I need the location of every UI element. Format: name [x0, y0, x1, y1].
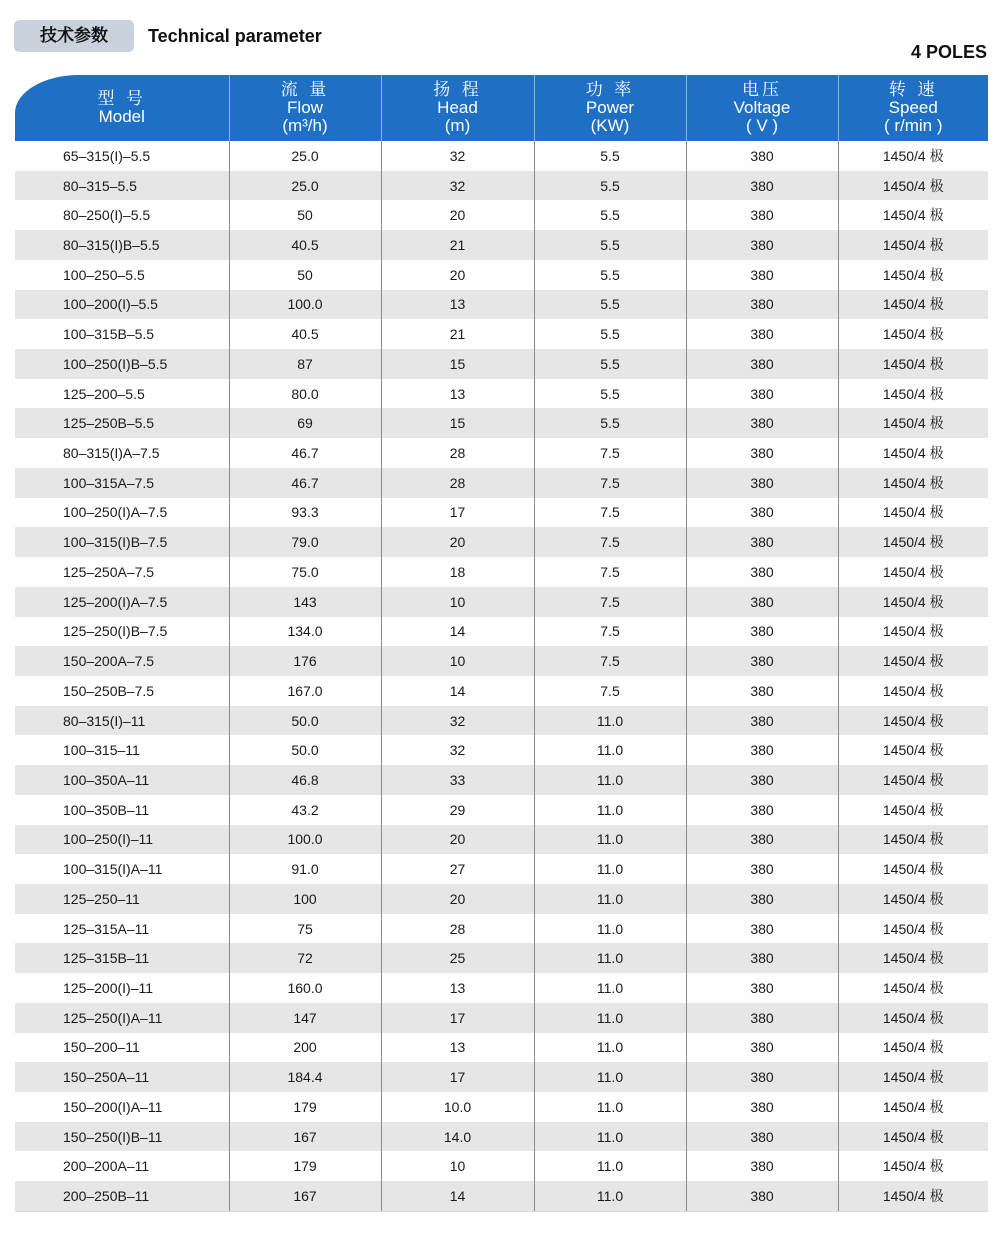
cell-speed: 1450/4 极: [882, 326, 944, 343]
cell-voltage: 380: [686, 587, 838, 617]
cell-speed: 1450/4 极: [882, 623, 944, 640]
cell-speed: 1450/4 极: [882, 445, 944, 462]
table-row: [15, 200, 988, 230]
cell-model: 80–315(I)–11: [15, 706, 229, 736]
cell-speed: 1450/4 极: [838, 527, 988, 557]
cell-speed: 1450/4 极: [882, 504, 944, 521]
cell-power: 5.5: [534, 379, 686, 409]
cell-speed: 1450/4 极: [882, 207, 944, 224]
cell-power: 5.5: [534, 200, 686, 230]
table-row: [15, 706, 988, 736]
title-badge-cn: 技术参数: [14, 20, 134, 52]
cell-model: 125–250(I)B–7.5: [15, 617, 229, 647]
cell-flow: 143: [229, 587, 381, 617]
cell-speed: 1450/4 极: [882, 1158, 944, 1175]
table-row: [15, 617, 988, 647]
cell-head: 20: [381, 260, 534, 290]
cell-speed: 1450/4 极: [838, 171, 988, 201]
cell-power: 11.0: [534, 1092, 686, 1122]
cell-model: 65–315(I)–5.5: [15, 141, 229, 171]
table-row: [15, 1181, 988, 1211]
cell-model: 80–315–5.5: [15, 171, 229, 201]
cell-model: 150–200–11: [15, 1033, 229, 1063]
header-speed: [838, 75, 988, 141]
cell-voltage: 380: [686, 795, 838, 825]
cell-flow: 40.5: [229, 319, 381, 349]
cell-voltage: 380: [686, 200, 838, 230]
cell-voltage: 380: [686, 1003, 838, 1033]
cell-model: 100–350B–11: [15, 795, 229, 825]
cell-speed: 1450/4 极: [838, 884, 988, 914]
table-row: [15, 527, 988, 557]
cell-speed: 1450/4 极: [838, 825, 988, 855]
cell-voltage: 380: [686, 527, 838, 557]
cell-head: 20: [381, 527, 534, 557]
cell-model: 80–315(I)B–5.5: [15, 230, 229, 260]
header-speed-en: Speed: [888, 98, 938, 117]
header-power-cn: 功 率: [585, 80, 635, 100]
header-head-unit: (m): [444, 116, 471, 135]
cell-model: 100–315B–5.5: [15, 319, 229, 349]
cell-head: 10: [381, 646, 534, 676]
cell-model: 125–250–11: [15, 884, 229, 914]
cell-speed: 1450/4 极: [838, 468, 988, 498]
header-speed-cn: 转 速: [889, 80, 938, 100]
poles-label: 4 POLES: [910, 42, 987, 62]
cell-model: 100–315–11: [15, 735, 229, 765]
table-row: [15, 646, 988, 676]
cell-speed: 1450/4 极: [882, 742, 944, 759]
cell-flow: 200: [229, 1033, 381, 1063]
cell-head: 15: [381, 408, 534, 438]
cell-flow: 72: [229, 943, 381, 973]
cell-power: 5.5: [534, 260, 686, 290]
cell-head: 32: [381, 706, 534, 736]
cell-speed: 1450/4 极: [838, 1181, 988, 1211]
cell-power: 11.0: [534, 914, 686, 944]
cell-head: 14: [381, 1181, 534, 1211]
cell-power: 11.0: [534, 765, 686, 795]
cell-power: 11.0: [534, 1062, 686, 1092]
cell-speed: 1450/4 极: [838, 408, 988, 438]
cell-power: 11.0: [534, 795, 686, 825]
cell-head: 13: [381, 379, 534, 409]
cell-flow: 93.3: [229, 498, 381, 528]
cell-flow: 91.0: [229, 854, 381, 884]
cell-model: 100–250(I)A–7.5: [15, 498, 229, 528]
cell-head: 32: [381, 735, 534, 765]
cell-voltage: 380: [686, 1033, 838, 1063]
cell-speed: 1450/4 极: [838, 230, 988, 260]
table-row: [15, 676, 988, 706]
cell-speed: 1450/4 极: [838, 646, 988, 676]
cell-power: 11.0: [534, 1033, 686, 1063]
header-voltage: [686, 75, 838, 141]
cell-model: 80–250(I)–5.5: [15, 200, 229, 230]
cell-speed: 1450/4 极: [882, 1039, 944, 1056]
cell-flow: 147: [229, 1003, 381, 1033]
cell-speed: 1450/4 极: [838, 1062, 988, 1092]
cell-flow: 79.0: [229, 527, 381, 557]
cell-power: 7.5: [534, 527, 686, 557]
cell-voltage: 380: [686, 1151, 838, 1181]
cell-head: 33: [381, 765, 534, 795]
cell-voltage: 380: [686, 498, 838, 528]
cell-flow: 100: [229, 884, 381, 914]
table-row: [15, 1062, 988, 1092]
cell-head: 27: [381, 854, 534, 884]
cell-model: 100–350A–11: [15, 765, 229, 795]
cell-power: 11.0: [534, 1181, 686, 1211]
cell-head: 17: [381, 1003, 534, 1033]
cell-model: 100–315A–7.5: [15, 468, 229, 498]
table-row: [15, 973, 988, 1003]
cell-speed: 1450/4 极: [882, 1098, 944, 1115]
cell-flow: 184.4: [229, 1062, 381, 1092]
cell-model: 125–200(I)–11: [15, 973, 229, 1003]
cell-power: 5.5: [534, 141, 686, 171]
cell-power: 11.0: [534, 973, 686, 1003]
cell-speed: 1450/4 极: [882, 563, 944, 580]
cell-voltage: 380: [686, 943, 838, 973]
cell-voltage: 380: [686, 260, 838, 290]
cell-flow: 87: [229, 349, 381, 379]
cell-power: 11.0: [534, 884, 686, 914]
cell-model: 125–200(I)A–7.5: [15, 587, 229, 617]
cell-model: 100–250(I)B–5.5: [15, 349, 229, 379]
cell-model: 150–250A–11: [15, 1062, 229, 1092]
parameter-table-wrapper: [15, 75, 988, 1212]
cell-flow: 75: [229, 914, 381, 944]
cell-head: 17: [381, 1062, 534, 1092]
cell-power: 7.5: [534, 617, 686, 647]
header-model: [15, 75, 229, 141]
table-row: [15, 795, 988, 825]
cell-power: 11.0: [534, 1122, 686, 1152]
table-row: [15, 438, 988, 468]
cell-head: 25: [381, 943, 534, 973]
cell-flow: 50: [229, 260, 381, 290]
cell-flow: 25.0: [229, 141, 381, 171]
cell-flow: 46.7: [229, 468, 381, 498]
table-row: [15, 260, 988, 290]
cell-speed: 1450/4 极: [838, 706, 988, 736]
title-en: Technical parameter: [148, 25, 322, 46]
cell-power: 5.5: [534, 290, 686, 320]
cell-head: 32: [381, 171, 534, 201]
cell-voltage: 380: [686, 973, 838, 1003]
cell-head: 13: [381, 1033, 534, 1063]
table-row: [15, 230, 988, 260]
cell-flow: 167: [229, 1181, 381, 1211]
cell-speed: 1450/4 极: [838, 349, 988, 379]
cell-flow: 176: [229, 646, 381, 676]
cell-flow: 179: [229, 1092, 381, 1122]
cell-flow: 25.0: [229, 171, 381, 201]
cell-power: 5.5: [534, 349, 686, 379]
cell-speed: 1450/4 极: [882, 979, 944, 996]
header-flow-unit: (m³/h): [282, 116, 328, 135]
table-row: [15, 587, 988, 617]
cell-flow: 80.0: [229, 379, 381, 409]
cell-head: 13: [381, 973, 534, 1003]
header-flow-en: Flow: [287, 98, 323, 117]
cell-speed: 1450/4 极: [882, 385, 944, 402]
cell-head: 10: [381, 1151, 534, 1181]
cell-head: 13: [381, 290, 534, 320]
cell-voltage: 380: [686, 854, 838, 884]
table-body: [15, 141, 988, 1211]
table-row: [15, 379, 988, 409]
cell-flow: 69: [229, 408, 381, 438]
cell-power: 11.0: [534, 943, 686, 973]
header-voltage-en: Voltage: [733, 98, 791, 117]
table-row: [15, 943, 988, 973]
cell-voltage: 380: [686, 230, 838, 260]
cell-model: 125–250(I)A–11: [15, 1003, 229, 1033]
cell-power: 11.0: [534, 1003, 686, 1033]
header-power-unit: (KW): [590, 116, 630, 135]
header-head-cn: 扬 程: [433, 80, 482, 100]
cell-voltage: 380: [686, 1122, 838, 1152]
cell-voltage: 380: [686, 1062, 838, 1092]
table-row: [15, 408, 988, 438]
table-row: [15, 468, 988, 498]
cell-flow: 46.7: [229, 438, 381, 468]
cell-model: 125–315B–11: [15, 943, 229, 973]
cell-head: 10.0: [381, 1092, 534, 1122]
header-power: [534, 75, 686, 141]
cell-model: 100–315(I)B–7.5: [15, 527, 229, 557]
header-head-en: Head: [437, 98, 478, 117]
cell-voltage: 380: [686, 765, 838, 795]
cell-flow: 75.0: [229, 557, 381, 587]
table-row: [15, 914, 988, 944]
cell-model: 125–200–5.5: [15, 379, 229, 409]
cell-head: 20: [381, 825, 534, 855]
cell-model: 200–250B–11: [15, 1181, 229, 1211]
cell-model: 200–200A–11: [15, 1151, 229, 1181]
table-row: [15, 884, 988, 914]
cell-power: 7.5: [534, 438, 686, 468]
cell-head: 28: [381, 468, 534, 498]
cell-flow: 40.5: [229, 230, 381, 260]
cell-speed: 1450/4 极: [838, 1003, 988, 1033]
cell-speed: 1450/4 极: [838, 290, 988, 320]
cell-voltage: 380: [686, 438, 838, 468]
table-row: [15, 1092, 988, 1122]
table-row: [15, 854, 988, 884]
cell-voltage: 380: [686, 914, 838, 944]
cell-voltage: 380: [686, 349, 838, 379]
cell-voltage: 380: [686, 884, 838, 914]
cell-speed: 1450/4 极: [882, 147, 944, 164]
table-row: [15, 349, 988, 379]
cell-flow: 134.0: [229, 617, 381, 647]
table-row: [15, 765, 988, 795]
table-header-row: [15, 75, 988, 141]
cell-voltage: 380: [686, 825, 838, 855]
cell-speed: 1450/4 极: [882, 920, 944, 937]
cell-head: 18: [381, 557, 534, 587]
cell-flow: 100.0: [229, 290, 381, 320]
header-flow: [229, 75, 381, 141]
cell-flow: 160.0: [229, 973, 381, 1003]
parameter-table: [15, 75, 988, 1212]
cell-power: 5.5: [534, 408, 686, 438]
cell-head: 20: [381, 200, 534, 230]
cell-speed: 1450/4 极: [838, 943, 988, 973]
cell-head: 28: [381, 438, 534, 468]
table-row: [15, 1151, 988, 1181]
cell-voltage: 380: [686, 290, 838, 320]
header-voltage-unit: ( V ): [745, 116, 779, 135]
cell-model: 125–250A–7.5: [15, 557, 229, 587]
cell-speed: 1450/4 极: [882, 682, 944, 699]
cell-power: 11.0: [534, 706, 686, 736]
header-flow-cn: 流 量: [280, 80, 330, 100]
cell-model: 100–250(I)–11: [15, 825, 229, 855]
cell-flow: 179: [229, 1151, 381, 1181]
cell-power: 5.5: [534, 319, 686, 349]
cell-head: 15: [381, 349, 534, 379]
cell-flow: 46.8: [229, 765, 381, 795]
cell-head: 14: [381, 676, 534, 706]
cell-power: 7.5: [534, 587, 686, 617]
cell-speed: 1450/4 极: [838, 765, 988, 795]
cell-model: 150–250B–7.5: [15, 676, 229, 706]
cell-voltage: 380: [686, 379, 838, 409]
table-row: [15, 557, 988, 587]
cell-head: 20: [381, 884, 534, 914]
header-head: [381, 75, 534, 141]
cell-head: 28: [381, 914, 534, 944]
cell-voltage: 380: [686, 735, 838, 765]
cell-power: 11.0: [534, 735, 686, 765]
cell-head: 21: [381, 319, 534, 349]
cell-voltage: 380: [686, 141, 838, 171]
cell-speed: 1450/4 极: [882, 861, 944, 878]
cell-power: 7.5: [534, 468, 686, 498]
cell-head: 32: [381, 141, 534, 171]
cell-voltage: 380: [686, 319, 838, 349]
cell-model: 150–200(I)A–11: [15, 1092, 229, 1122]
header-model-en: Model: [98, 107, 145, 126]
cell-voltage: 380: [686, 1181, 838, 1211]
cell-voltage: 380: [686, 408, 838, 438]
cell-head: 10: [381, 587, 534, 617]
table-row: [15, 1122, 988, 1152]
cell-model: 80–315(I)A–7.5: [15, 438, 229, 468]
cell-flow: 167.0: [229, 676, 381, 706]
cell-power: 7.5: [534, 498, 686, 528]
cell-head: 14.0: [381, 1122, 534, 1152]
table-row: [15, 1033, 988, 1063]
table-row: [15, 825, 988, 855]
cell-model: 125–315A–11: [15, 914, 229, 944]
cell-power: 7.5: [534, 557, 686, 587]
header-power-en: Power: [585, 98, 635, 117]
cell-head: 21: [381, 230, 534, 260]
table-row: [15, 1003, 988, 1033]
table-row: [15, 498, 988, 528]
table-row: [15, 141, 988, 171]
cell-flow: 167: [229, 1122, 381, 1152]
cell-flow: 100.0: [229, 825, 381, 855]
cell-head: 29: [381, 795, 534, 825]
table-row: [15, 319, 988, 349]
cell-speed: 1450/4 极: [838, 1122, 988, 1152]
cell-speed: 1450/4 极: [882, 266, 944, 283]
header-speed-unit: ( r/min ): [883, 116, 943, 135]
cell-voltage: 380: [686, 706, 838, 736]
table-row: [15, 290, 988, 320]
table-row: [15, 171, 988, 201]
cell-voltage: 380: [686, 171, 838, 201]
cell-voltage: 380: [686, 676, 838, 706]
cell-model: 100–250–5.5: [15, 260, 229, 290]
cell-voltage: 380: [686, 646, 838, 676]
cell-power: 7.5: [534, 646, 686, 676]
cell-model: 100–200(I)–5.5: [15, 290, 229, 320]
cell-power: 7.5: [534, 676, 686, 706]
cell-power: 5.5: [534, 171, 686, 201]
cell-power: 11.0: [534, 1151, 686, 1181]
cell-voltage: 380: [686, 468, 838, 498]
cell-voltage: 380: [686, 617, 838, 647]
cell-model: 125–250B–5.5: [15, 408, 229, 438]
header-voltage-cn: 电压: [742, 80, 782, 100]
cell-power: 11.0: [534, 854, 686, 884]
cell-flow: 43.2: [229, 795, 381, 825]
cell-power: 5.5: [534, 230, 686, 260]
cell-voltage: 380: [686, 557, 838, 587]
cell-flow: 50.0: [229, 706, 381, 736]
cell-power: 11.0: [534, 825, 686, 855]
header-model-cn: 型 号: [97, 89, 146, 109]
cell-flow: 50: [229, 200, 381, 230]
table-row: [15, 735, 988, 765]
cell-model: 150–250(I)B–11: [15, 1122, 229, 1152]
cell-head: 14: [381, 617, 534, 647]
section-title-bar: [14, 20, 322, 52]
cell-head: 17: [381, 498, 534, 528]
cell-model: 150–200A–7.5: [15, 646, 229, 676]
cell-speed: 1450/4 极: [882, 801, 944, 818]
cell-model: 100–315(I)A–11: [15, 854, 229, 884]
cell-speed: 1450/4 极: [838, 587, 988, 617]
cell-flow: 50.0: [229, 735, 381, 765]
cell-voltage: 380: [686, 1092, 838, 1122]
